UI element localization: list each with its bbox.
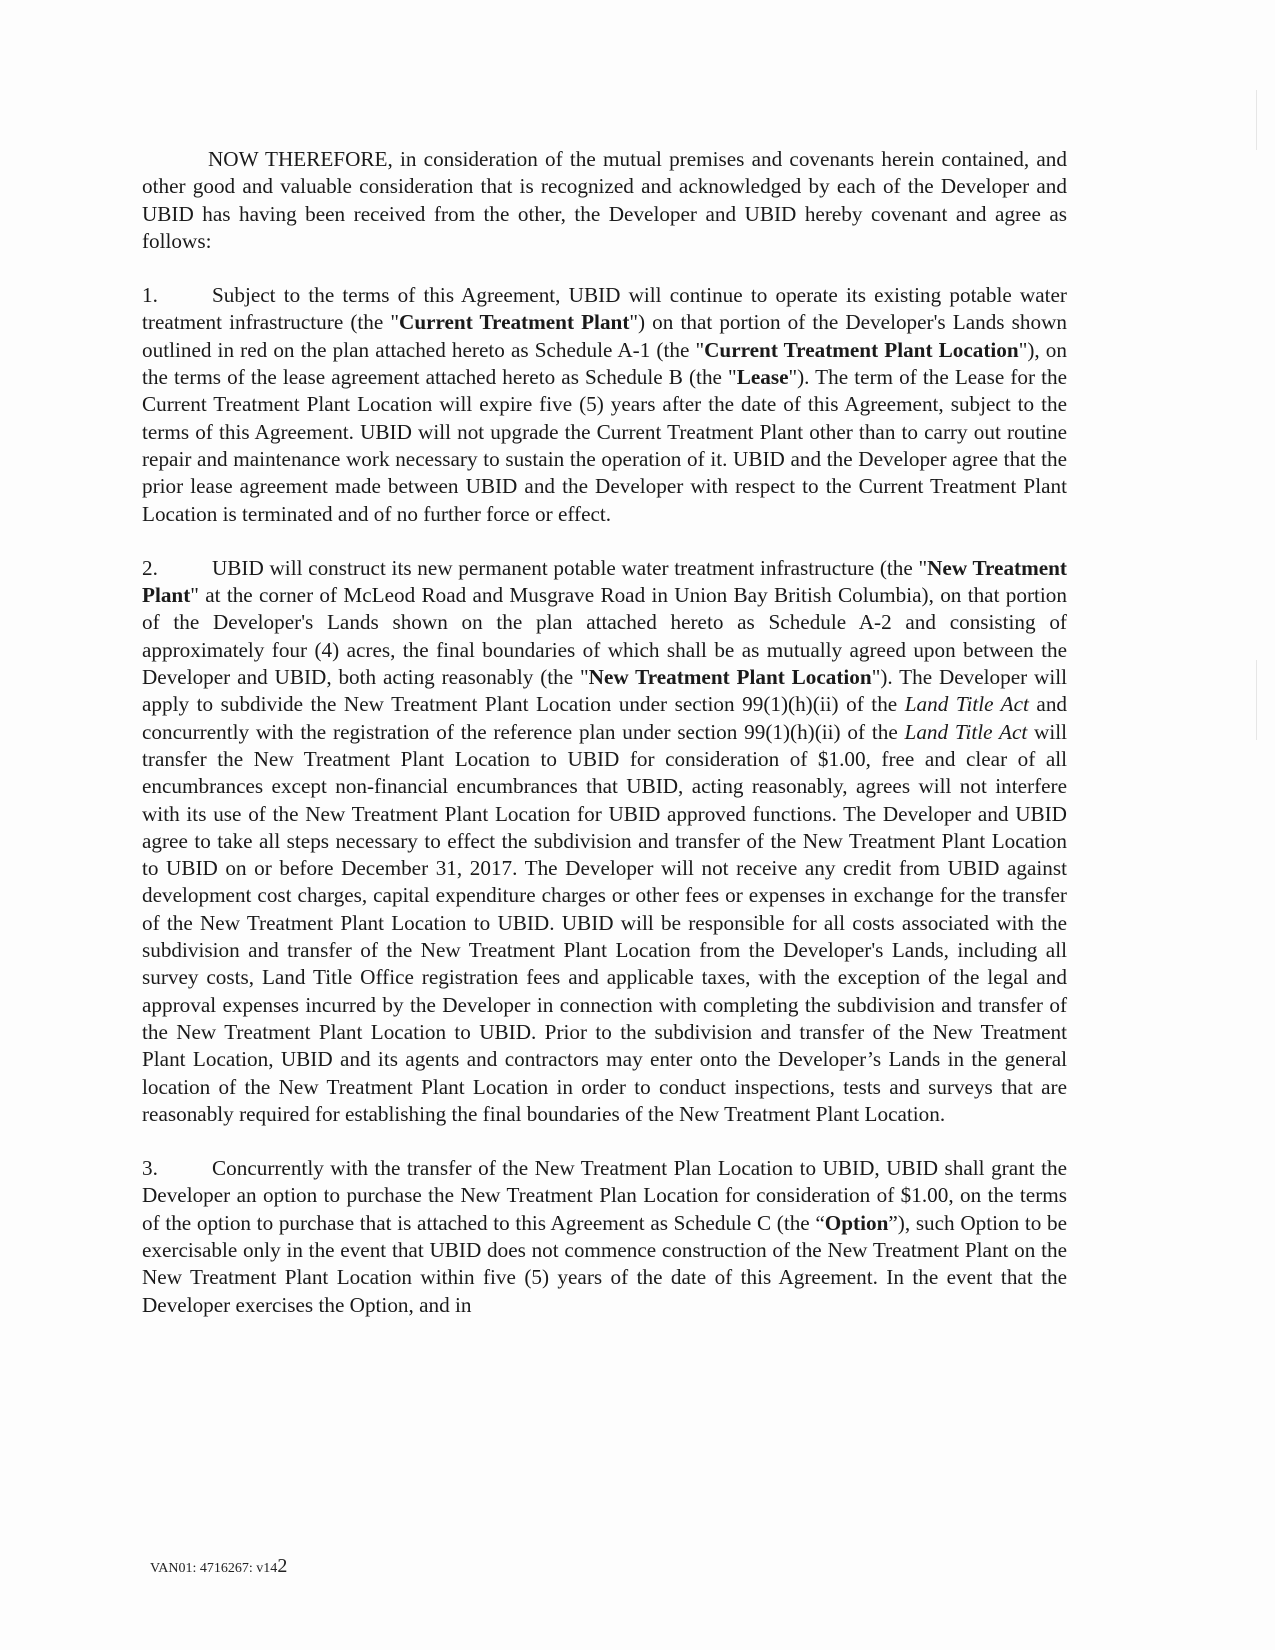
text-run: "), on the terms of the lease agreement attached hereto as Schedule B (the " <box>142 337 1067 390</box>
defined-term: Current Treatment Plant Location <box>704 337 1019 362</box>
document-body <box>142 146 1067 1346</box>
text-run: Subject to the terms of this Agreement, UBID will continue to operate its existing potable water treatment infrastructure (the " <box>142 283 1067 335</box>
scan-artifact <box>1256 90 1257 150</box>
section-2 <box>142 555 1067 1128</box>
page-number: 2 <box>277 1555 288 1577</box>
defined-term: Lease <box>736 365 789 390</box>
text-run: ”), such Option to be exercisable only in the event that UBID does not commence construction of the New Treatment Plant on the New Treatment Plant Location within five (5) years of the date of this Agreement. In the event that the Developer exercises the Option, and in <box>142 1210 1067 1317</box>
statute-title: Land Title Act <box>904 719 1028 744</box>
text-run: will transfer the New Treatment Plant Location to UBID for consideration of $1.00, free and clear of all encumbrances except non-financial encumbrances that UBID, acting reasonably, agrees will not interfere with its use of the New Treatment Plant Location for UBID approved functions. The Developer and UBID agree to take all steps necessary to effect the subdivision and transfer of the New Treatment Plant Location to UBID on or before December 31, 2017. The Developer will not receive any credit from UBID against development cost charges, capital expenditure charges or other fees or expenses in exchange for the transfer of the New Treatment Plant Location to UBID. UBID will be responsible for all costs associated with the subdivision and transfer of the New Treatment Plant Location from the Developer's Lands, including all survey costs, Land Title Office registration fees and applicable taxes, with the exception of the legal and approval expenses incurred by the Developer in connection with completing the subdivision and transfer of the New Treatment Plant Location to UBID. Prior to the subdivision and transfer of the New Treatment Plant Location, UBID and its agents and contractors may enter onto the Developer’s Lands in the general location of the New Treatment Plant Location in order to conduct inspections, tests and surveys that are reasonably required for establishing the final boundaries of the New Treatment Plant Location. <box>142 719 1067 1126</box>
text-run: Concurrently with the transfer of the New Treatment Plan Location to UBID, UBID shall grant the Developer an option to purchase the New Treatment Plan Location for consideration of $1.00, on the terms of the option to purchase that is attached to this Agreement as Schedule C (the “ <box>142 1156 1067 1235</box>
section-number: 2. <box>142 555 158 580</box>
text-run: ") on that portion of the Developer's Lands shown outlined in red on the plan attached hereto as Schedule A-1 (the " <box>142 310 1067 362</box>
section-number: 1. <box>142 283 158 308</box>
defined-term: New Treatment Plant <box>142 555 1067 608</box>
defined-term: New Treatment Plant Location <box>588 665 872 690</box>
section-3 <box>142 1155 1067 1319</box>
section-1 <box>142 282 1067 528</box>
document-id: VAN01: 4716267: v14 <box>150 1561 278 1576</box>
text-run: " at the corner of McLeod Road and Musgrave Road in Union Bay British Columbia), on that portion of the Developer's Lands shown on the plan attached hereto as Schedule A-2 and consisting of approximately four (4) acres, the final boundaries of which shall be as mutually agreed upon between the Developer and UBID, both acting reasonably (the " <box>142 583 1067 690</box>
page-footer <box>150 1555 287 1578</box>
section-text <box>142 283 1067 525</box>
preamble-paragraph: NOW THEREFORE, in consideration of the mutual premises and covenants herein contained, and other good and valuable consideration that is recognized and acknowledged by each of the Developer and UBID has having been received from the other, the Developer and UBID hereby covenant and agree as follows: <box>142 147 1067 253</box>
section-text <box>142 1156 1067 1316</box>
text-run: "). The term of the Lease for the Current Treatment Plant Location will expire five (5) years after the date of this Agreement, subject to the terms of this Agreement. UBID will not upgrade the Current Treatment Plant other than to carry out routine repair and maintenance work necessary to sustain the operation of it. UBID and the Developer agree that the prior lease agreement made between UBID and the Developer with respect to the Current Treatment Plant Location is terminated and of no further force or effect. <box>142 365 1067 526</box>
text-run: "). The Developer will apply to subdivide the New Treatment Plant Location under section 99(1)(h)(ii) of the <box>142 665 1067 717</box>
statute-title: Land Title Act <box>904 692 1029 717</box>
defined-term: Current Treatment Plant <box>399 310 630 335</box>
defined-term: Option <box>824 1210 889 1235</box>
section-text <box>142 556 1067 1126</box>
scan-artifact <box>1256 660 1257 740</box>
section-number: 3. <box>142 1156 158 1181</box>
text-run: UBID will construct its new permanent potable water treatment infrastructure (the " <box>212 555 928 580</box>
text-run: and concurrently with the registration of the reference plan under section 99(1)(h)(ii) of the <box>142 692 1068 744</box>
